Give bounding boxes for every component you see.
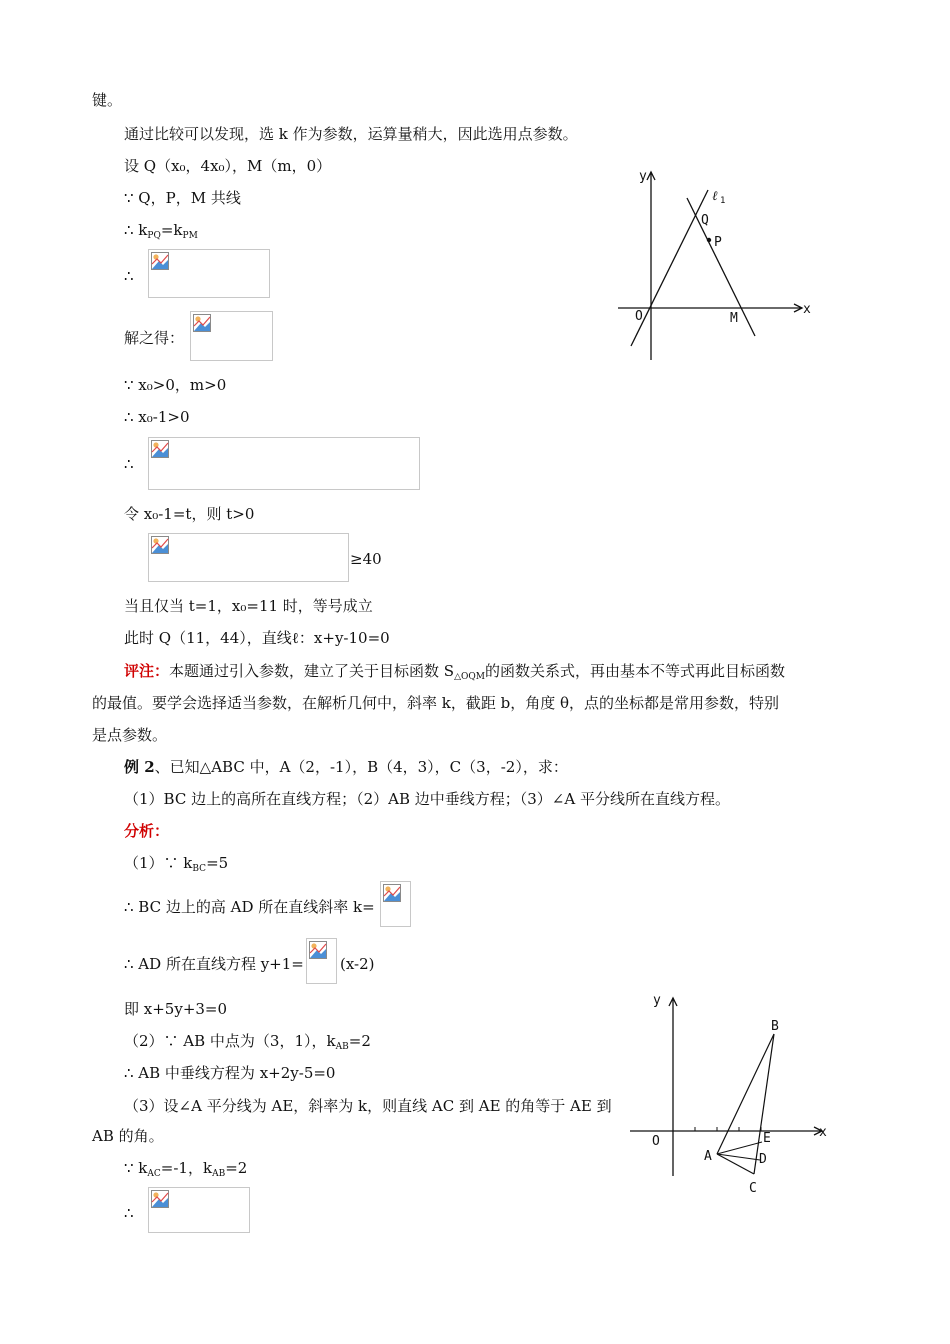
formula-image — [306, 938, 337, 984]
example-2-label: 例 2 — [124, 758, 155, 776]
formula-image — [380, 881, 411, 927]
analysis-line-2: ∴ BC 边上的高 AD 所在直线斜率 k= — [124, 898, 375, 916]
figure-2-diagram — [620, 990, 840, 1200]
text-line-5-a: ∴ k — [124, 221, 148, 239]
broken-image-icon — [309, 941, 327, 959]
formula-image — [148, 249, 270, 298]
comment-line-2: 的最值。要学会选择适当参数，在解析几何中，斜率 k，截距 b，角度 θ，点的坐标都是常用参数，特别 — [92, 694, 780, 712]
text-line-5 — [124, 220, 198, 246]
text-line-2: 通过比较可以发现，选 k 作为参数，运算量稍大，因此选用点参数。 — [124, 125, 578, 143]
text-line-11: 令 x₀-1=t，则 t>0 — [124, 505, 255, 523]
text-line-7: 解之得： — [124, 329, 185, 347]
label-x: x — [819, 1125, 827, 1140]
broken-image-icon — [383, 884, 401, 902]
label-y: y — [639, 169, 647, 184]
therefore-symbol: ∴ — [124, 267, 134, 285]
analysis-line-3: ∴ AD 所在直线方程 y+1= — [124, 955, 304, 973]
label-y: y — [653, 993, 661, 1008]
text-line-4: ∵ Q，P，M 共线 — [124, 189, 241, 207]
therefore-symbol: ∴ — [124, 1204, 134, 1222]
text-line-12: ≥40 — [350, 550, 382, 568]
comment-line-3: 是点参数。 — [92, 726, 168, 744]
label-l1: ℓ — [712, 189, 718, 204]
formula-image — [190, 311, 273, 361]
label-o: O — [652, 1134, 660, 1149]
text-line-1: 键。 — [92, 91, 123, 109]
subscript-oqm: △OQM — [454, 672, 485, 682]
text-line-14: 此时 Q（11，44），直线ℓ：x+y-10=0 — [124, 629, 390, 647]
subscript-bc: BC — [192, 864, 207, 874]
label-l1-subscript: 1 — [720, 196, 726, 206]
analysis-line-6: ∴ AB 中垂线方程为 x+2y-5=0 — [124, 1064, 336, 1082]
formula-image — [148, 437, 420, 490]
label-x: x — [803, 302, 811, 317]
analysis-label-text: 分析： — [124, 822, 170, 840]
example-2-text: 、已知△ABC 中，A（2，-1），B（4，3），C（3，-2），求： — [154, 758, 568, 776]
broken-image-icon — [151, 1190, 169, 1208]
label-a: A — [704, 1149, 712, 1164]
example-2-questions: （1）BC 边上的高所在直线方程；（2）AB 边中垂线方程；（3）∠A 平分线所在直线方程。 — [124, 790, 730, 808]
subscript-ac: AC — [147, 1169, 161, 1179]
figure-1-diagram — [600, 160, 830, 370]
comment-label: 评注： — [124, 662, 170, 680]
analysis-line-9-c: =2 — [225, 1159, 248, 1177]
text-line-9: ∴ x₀-1>0 — [124, 408, 190, 426]
subscript-pq: PQ — [147, 231, 161, 241]
subscript-ab-2: AB — [212, 1169, 226, 1179]
bisector-ae — [717, 1142, 762, 1154]
label-d: D — [759, 1152, 767, 1167]
analysis-line-3-b: (x-2) — [340, 955, 375, 973]
analysis-line-5 — [124, 1031, 371, 1057]
broken-image-icon — [151, 252, 169, 270]
broken-image-icon — [193, 314, 211, 332]
broken-image-icon — [151, 536, 169, 554]
label-q: Q — [701, 213, 709, 228]
analysis-line-9-a: ∵ k — [124, 1159, 148, 1177]
label-b: B — [771, 1019, 779, 1034]
analysis-line-8: AB 的角。 — [92, 1127, 164, 1145]
comment-line-1 — [124, 661, 785, 687]
analysis-line-4: 即 x+5y+3=0 — [124, 1000, 228, 1018]
subscript-pm: PM — [182, 231, 198, 241]
analysis-line-9-b: =-1，k — [160, 1159, 213, 1177]
formula-image — [148, 1187, 250, 1233]
label-e: E — [763, 1131, 771, 1146]
analysis-line-7: （3）设∠A 平分线为 AE，斜率为 k，则直线 AC 到 AE 的角等于 AE 到 — [124, 1097, 612, 1115]
text-line-13: 当且仅当 t=1，x₀=11 时，等号成立 — [124, 597, 373, 615]
analysis-line-5-b: =2 — [348, 1032, 371, 1050]
text-line-8: ∵ x₀>0，m>0 — [124, 376, 227, 394]
analysis-line-1 — [124, 853, 228, 879]
comment-text-b: 的函数关系式，再由基本不等式再此目标函数 — [484, 662, 785, 680]
line-l1 — [687, 198, 755, 336]
label-o: O — [635, 309, 643, 324]
label-m: M — [730, 311, 738, 326]
text-line-3: 设 Q（x₀，4x₀），M（m，0） — [124, 157, 332, 175]
analysis-line-5-a: （2）∵ AB 中点为（3，1），k — [124, 1032, 336, 1050]
point-p — [707, 238, 711, 242]
analysis-line-1-b: =5 — [206, 854, 229, 872]
analysis-line-1-a: （1）∵ k — [124, 854, 193, 872]
analysis-label — [124, 821, 169, 841]
therefore-symbol: ∴ — [124, 455, 134, 473]
text-line-5-b: =k — [160, 221, 183, 239]
example-2-line — [124, 757, 568, 777]
broken-image-icon — [151, 440, 169, 458]
label-p: P — [714, 235, 722, 250]
label-c: C — [749, 1181, 757, 1196]
formula-image — [148, 533, 349, 582]
comment-text-a: 本题通过引入参数，建立了关于目标函数 S — [169, 662, 455, 680]
subscript-ab: AB — [335, 1042, 349, 1052]
analysis-line-9 — [124, 1158, 247, 1184]
